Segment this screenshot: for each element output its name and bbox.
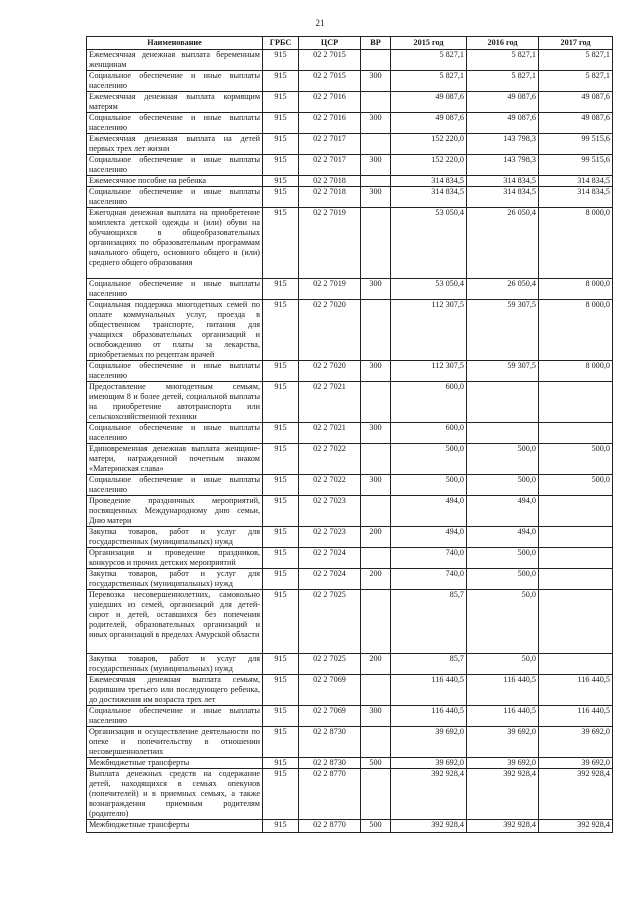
row-csr: 02 2 8770	[299, 820, 361, 833]
row-value-2017: 314 834,5	[539, 176, 613, 187]
row-name: Перевозка несовершеннолетних, самовольно ушедших из семей, организаций для детей-сирот и детей, оставшихся без попечения родителей, образовательных организаций и иных организаций в пределах Амурской области	[87, 590, 263, 654]
row-value-2015: 116 440,5	[391, 675, 467, 706]
table-row	[87, 279, 613, 300]
row-value-2016: 59 307,5	[467, 361, 539, 382]
table-header-row	[87, 37, 613, 50]
row-grbs: 915	[263, 727, 299, 758]
row-value-2015: 112 307,5	[391, 361, 467, 382]
row-value-2016: 116 440,5	[467, 706, 539, 727]
row-value-2015: 49 087,6	[391, 113, 467, 134]
header-2017: 2017 год	[539, 37, 613, 50]
table-row	[87, 134, 613, 155]
row-csr: 02 2 7021	[299, 423, 361, 444]
row-value-2015: 53 050,4	[391, 279, 467, 300]
row-csr: 02 2 7015	[299, 50, 361, 71]
row-vr	[361, 548, 391, 569]
row-value-2016: 116 440,5	[467, 675, 539, 706]
row-csr: 02 2 7022	[299, 444, 361, 475]
row-value-2016: 314 834,5	[467, 187, 539, 208]
row-value-2016: 500,0	[467, 548, 539, 569]
row-name: Закупка товаров, работ и услуг для государственных (муниципальных) нужд	[87, 527, 263, 548]
row-csr: 02 2 7021	[299, 382, 361, 423]
row-value-2015: 152 220,0	[391, 134, 467, 155]
row-name: Закупка товаров, работ и услуг для государственных (муниципальных) нужд	[87, 654, 263, 675]
row-name: Социальное обеспечение и иные выплаты населению	[87, 155, 263, 176]
row-value-2017	[539, 527, 613, 548]
row-name: Организация и осуществление деятельности по опеке и попечительству в отношении несовершеннолетних	[87, 727, 263, 758]
page-number: 21	[315, 18, 325, 28]
row-value-2015: 494,0	[391, 527, 467, 548]
row-value-2017: 39 692,0	[539, 727, 613, 758]
row-grbs: 915	[263, 496, 299, 527]
row-grbs: 915	[263, 820, 299, 833]
table-row	[87, 654, 613, 675]
row-csr: 02 2 7016	[299, 92, 361, 113]
row-name: Межбюджетные трансферты	[87, 820, 263, 833]
row-grbs: 915	[263, 134, 299, 155]
row-grbs: 915	[263, 758, 299, 769]
row-vr	[361, 50, 391, 71]
row-value-2017: 5 827,1	[539, 71, 613, 92]
row-csr: 02 2 7023	[299, 527, 361, 548]
row-csr: 02 2 7019	[299, 279, 361, 300]
row-grbs: 915	[263, 176, 299, 187]
row-name: Социальное обеспечение и иные выплаты населению	[87, 423, 263, 444]
row-name: Ежемесячная денежная выплата беременным женщинам	[87, 50, 263, 71]
row-value-2015: 116 440,5	[391, 706, 467, 727]
row-value-2015: 39 692,0	[391, 758, 467, 769]
row-grbs: 915	[263, 279, 299, 300]
row-value-2015: 53 050,4	[391, 208, 467, 279]
row-grbs: 915	[263, 71, 299, 92]
row-value-2016: 314 834,5	[467, 176, 539, 187]
row-vr: 200	[361, 527, 391, 548]
row-grbs: 915	[263, 706, 299, 727]
row-csr: 02 2 7019	[299, 208, 361, 279]
row-value-2017	[539, 496, 613, 527]
row-value-2017: 8 000,0	[539, 300, 613, 361]
row-vr	[361, 382, 391, 423]
row-csr: 02 2 7022	[299, 475, 361, 496]
row-grbs: 915	[263, 423, 299, 444]
row-value-2017: 99 515,6	[539, 155, 613, 176]
row-value-2015: 5 827,1	[391, 71, 467, 92]
row-csr: 02 2 7069	[299, 706, 361, 727]
row-name: Ежемесячная денежная выплата семьям, родившим третьего или последующего ребенка, до достижения им возраста трех лет	[87, 675, 263, 706]
row-grbs: 915	[263, 590, 299, 654]
row-name: Социальное обеспечение и иные выплаты населению	[87, 279, 263, 300]
table-row	[87, 758, 613, 769]
row-grbs: 915	[263, 300, 299, 361]
table-row	[87, 769, 613, 820]
row-grbs: 915	[263, 769, 299, 820]
table-row	[87, 675, 613, 706]
table-row	[87, 113, 613, 134]
table-row	[87, 92, 613, 113]
row-name: Ежемесячное пособие на ребенка	[87, 176, 263, 187]
row-csr: 02 2 7020	[299, 300, 361, 361]
row-name: Социальная поддержка многодетных семей по оплате коммунальных услуг, проезда в общественном транспорте, питания для учащихся образовательных организаций и освобождению от платы за лекарства, приобретаемых по рецептам врачей	[87, 300, 263, 361]
row-vr: 200	[361, 654, 391, 675]
row-value-2015: 740,0	[391, 569, 467, 590]
row-value-2016: 143 798,3	[467, 155, 539, 176]
table-row	[87, 527, 613, 548]
row-grbs: 915	[263, 382, 299, 423]
row-value-2017	[539, 569, 613, 590]
table-row	[87, 155, 613, 176]
table-row	[87, 50, 613, 71]
row-grbs: 915	[263, 444, 299, 475]
row-vr: 300	[361, 71, 391, 92]
row-csr: 02 2 7018	[299, 187, 361, 208]
row-value-2017: 8 000,0	[539, 279, 613, 300]
row-value-2015: 49 087,6	[391, 92, 467, 113]
row-value-2016: 50,0	[467, 654, 539, 675]
row-name: Предоставление многодетным семьям, имеющим 8 и более детей, социальной выплаты на приобретение автотранспорта или сельскохозяйственной техники	[87, 382, 263, 423]
row-csr: 02 2 7016	[299, 113, 361, 134]
row-value-2016: 392 928,4	[467, 820, 539, 833]
row-grbs: 915	[263, 475, 299, 496]
row-csr: 02 2 8730	[299, 758, 361, 769]
row-grbs: 915	[263, 569, 299, 590]
table-row	[87, 176, 613, 187]
row-vr: 300	[361, 155, 391, 176]
row-grbs: 915	[263, 361, 299, 382]
row-vr: 300	[361, 475, 391, 496]
row-value-2016	[467, 423, 539, 444]
table-row	[87, 590, 613, 654]
row-value-2015: 392 928,4	[391, 820, 467, 833]
row-value-2017: 8 000,0	[539, 208, 613, 279]
row-vr: 300	[361, 279, 391, 300]
row-vr	[361, 675, 391, 706]
row-value-2017	[539, 423, 613, 444]
row-csr: 02 2 8730	[299, 727, 361, 758]
row-value-2016: 143 798,3	[467, 134, 539, 155]
table-row	[87, 423, 613, 444]
row-value-2015: 600,0	[391, 382, 467, 423]
row-value-2016: 500,0	[467, 444, 539, 475]
row-csr: 02 2 7025	[299, 590, 361, 654]
row-value-2015: 152 220,0	[391, 155, 467, 176]
row-name: Ежегодная денежная выплата на приобретение комплекта детской одежды и (или) обуви на обучающихся в общеобразовательных организациях по образовательным программам начального общего, основного общего и (или) среднего общего образования	[87, 208, 263, 279]
row-csr: 02 2 7017	[299, 155, 361, 176]
row-value-2017: 392 928,4	[539, 820, 613, 833]
row-value-2016: 59 307,5	[467, 300, 539, 361]
row-csr: 02 2 7025	[299, 654, 361, 675]
table-row	[87, 475, 613, 496]
row-csr: 02 2 7024	[299, 548, 361, 569]
table-row	[87, 208, 613, 279]
row-value-2016: 5 827,1	[467, 50, 539, 71]
row-vr	[361, 444, 391, 475]
table-row	[87, 548, 613, 569]
table-body	[87, 50, 613, 833]
header-2015: 2015 год	[391, 37, 467, 50]
row-csr: 02 2 7069	[299, 675, 361, 706]
row-grbs: 915	[263, 92, 299, 113]
row-value-2015: 494,0	[391, 496, 467, 527]
row-value-2015: 314 834,5	[391, 176, 467, 187]
row-value-2017: 116 440,5	[539, 706, 613, 727]
row-value-2016: 49 087,6	[467, 113, 539, 134]
header-csr: ЦСР	[299, 37, 361, 50]
row-csr: 02 2 7018	[299, 176, 361, 187]
row-value-2017: 392 928,4	[539, 769, 613, 820]
row-vr: 500	[361, 820, 391, 833]
row-value-2017: 5 827,1	[539, 50, 613, 71]
header-vr: ВР	[361, 37, 391, 50]
row-value-2016: 494,0	[467, 527, 539, 548]
table-row	[87, 496, 613, 527]
row-vr: 500	[361, 758, 391, 769]
row-csr: 02 2 7020	[299, 361, 361, 382]
row-value-2015: 500,0	[391, 444, 467, 475]
table-row	[87, 820, 613, 833]
row-value-2015: 500,0	[391, 475, 467, 496]
row-value-2017: 314 834,5	[539, 187, 613, 208]
table-row	[87, 444, 613, 475]
table-row	[87, 361, 613, 382]
row-csr: 02 2 7024	[299, 569, 361, 590]
row-grbs: 915	[263, 187, 299, 208]
row-name: Закупка товаров, работ и услуг для государственных (муниципальных) нужд	[87, 569, 263, 590]
row-vr	[361, 769, 391, 820]
row-value-2017: 39 692,0	[539, 758, 613, 769]
row-name: Выплата денежных средств на содержание детей, находящихся в семьях опекунов (попечителей) и в приемных семьях, а также вознаграждения приемным родителям (родителю)	[87, 769, 263, 820]
row-vr	[361, 300, 391, 361]
table-row	[87, 569, 613, 590]
row-name: Единовременная денежная выплата женщине-матери, награжденной почетным знаком «Материнская слава»	[87, 444, 263, 475]
row-grbs: 915	[263, 155, 299, 176]
row-value-2016: 49 087,6	[467, 92, 539, 113]
row-value-2016: 39 692,0	[467, 758, 539, 769]
row-name: Социальное обеспечение и иные выплаты населению	[87, 71, 263, 92]
row-value-2017: 8 000,0	[539, 361, 613, 382]
row-csr: 02 2 8770	[299, 769, 361, 820]
row-name: Социальное обеспечение и иные выплаты населению	[87, 187, 263, 208]
table-row	[87, 187, 613, 208]
row-vr: 300	[361, 187, 391, 208]
row-value-2017	[539, 654, 613, 675]
row-value-2015: 392 928,4	[391, 769, 467, 820]
row-value-2016: 494,0	[467, 496, 539, 527]
row-value-2015: 314 834,5	[391, 187, 467, 208]
row-name: Ежемесячная денежная выплата кормящим матерям	[87, 92, 263, 113]
row-vr	[361, 134, 391, 155]
row-csr: 02 2 7015	[299, 71, 361, 92]
row-value-2017: 49 087,6	[539, 113, 613, 134]
row-value-2016	[467, 382, 539, 423]
row-name: Социальное обеспечение и иные выплаты населению	[87, 706, 263, 727]
row-vr: 200	[361, 569, 391, 590]
row-vr	[361, 208, 391, 279]
row-value-2017: 500,0	[539, 475, 613, 496]
row-value-2015: 39 692,0	[391, 727, 467, 758]
row-vr	[361, 496, 391, 527]
row-value-2017: 99 515,6	[539, 134, 613, 155]
row-grbs: 915	[263, 527, 299, 548]
row-value-2016: 392 928,4	[467, 769, 539, 820]
row-name: Межбюджетные трансферты	[87, 758, 263, 769]
table-row	[87, 727, 613, 758]
row-vr: 300	[361, 706, 391, 727]
row-value-2017	[539, 590, 613, 654]
row-value-2017: 500,0	[539, 444, 613, 475]
row-grbs: 915	[263, 208, 299, 279]
row-csr: 02 2 7017	[299, 134, 361, 155]
row-name: Социальное обеспечение и иные выплаты населению	[87, 361, 263, 382]
header-grbs: ГРБС	[263, 37, 299, 50]
row-value-2015: 740,0	[391, 548, 467, 569]
row-vr	[361, 176, 391, 187]
row-value-2016: 500,0	[467, 569, 539, 590]
budget-table	[86, 36, 613, 833]
row-grbs: 915	[263, 50, 299, 71]
row-value-2016: 5 827,1	[467, 71, 539, 92]
row-csr: 02 2 7023	[299, 496, 361, 527]
table-row	[87, 71, 613, 92]
table-row	[87, 706, 613, 727]
row-value-2016: 50,0	[467, 590, 539, 654]
row-name: Ежемесячная денежная выплата на детей первых трех лет жизни	[87, 134, 263, 155]
row-value-2016: 500,0	[467, 475, 539, 496]
row-value-2015: 112 307,5	[391, 300, 467, 361]
row-value-2016: 39 692,0	[467, 727, 539, 758]
row-grbs: 915	[263, 548, 299, 569]
row-value-2016: 26 050,4	[467, 208, 539, 279]
table-row	[87, 382, 613, 423]
row-value-2017	[539, 548, 613, 569]
row-value-2015: 600,0	[391, 423, 467, 444]
row-grbs: 915	[263, 113, 299, 134]
row-value-2015: 85,7	[391, 654, 467, 675]
row-vr	[361, 92, 391, 113]
row-value-2017: 49 087,6	[539, 92, 613, 113]
header-name: Наименование	[87, 37, 263, 50]
row-value-2015: 85,7	[391, 590, 467, 654]
row-vr: 300	[361, 423, 391, 444]
row-vr	[361, 727, 391, 758]
row-grbs: 915	[263, 675, 299, 706]
row-grbs: 915	[263, 654, 299, 675]
header-2016: 2016 год	[467, 37, 539, 50]
row-vr	[361, 590, 391, 654]
row-name: Организация и проведение праздников, конкурсов и прочих детских мероприятий	[87, 548, 263, 569]
row-value-2016: 26 050,4	[467, 279, 539, 300]
table-row	[87, 300, 613, 361]
row-value-2017: 116 440,5	[539, 675, 613, 706]
row-vr: 300	[361, 361, 391, 382]
row-name: Социальное обеспечение и иные выплаты населению	[87, 475, 263, 496]
row-value-2017	[539, 382, 613, 423]
row-vr: 300	[361, 113, 391, 134]
row-name: Проведение праздничных мероприятий, посвященных Международному дню семьи, Дню матери	[87, 496, 263, 527]
row-name: Социальное обеспечение и иные выплаты населению	[87, 113, 263, 134]
row-value-2015: 5 827,1	[391, 50, 467, 71]
